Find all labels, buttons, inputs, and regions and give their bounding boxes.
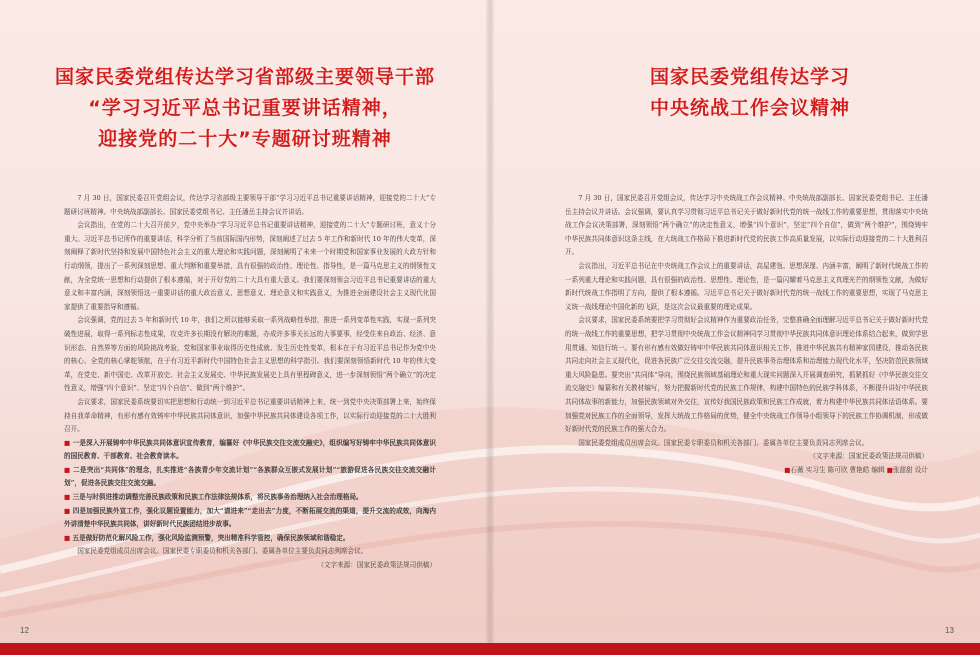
left-list-item-text: 三是与时俱进推动调整完善民族政策和民族工作法律法规体系，将民族事务治理纳入社会治理格局。	[72, 493, 363, 502]
left-closing: 国家民委党组成员出席会议。国家民委专职委员和机关各部门、委属各单位主要负责同志列席会议。	[77, 547, 368, 556]
left-list-item	[64, 437, 436, 464]
right-closing: 国家民委党组成员出席会议。国家民委专职委员和机关各部门、委属各单位主要负责同志列席会议。	[578, 438, 869, 447]
left-list-item	[64, 505, 436, 532]
left-list-item-text: 四是加强民族外宣工作，强化议题设置能力，加大“请进来”“走出去”力度，不断拓展交流的渠道，提升交流的成效，向海内外讲清楚中华民族共同体，讲好新时代民族团结进步故事。	[64, 506, 437, 529]
left-article-body	[64, 192, 436, 573]
right-paragraph: 会议要求，国家民委系统要把学习贯彻好会议精神作为重要政治任务，完整准确全面理解习近平总书记关于做好新时代党的统一战线工作的重要思想，把学习贯彻中央统战工作会议精神同学习贯彻中华民族共同体意识理论体系结合起来，做到学思用贯通、知信行统一。要有形有感有效做好铸牢中华民族共同体意识相关工作，推进中华民族共有精神家园建设，推动各民族共同走向社会主义现代化，促进各民族广泛交往交流交融，提升民族事务治理体系和治理能力现代化水平，坚决防范民族领域重大风险隐患。要突出“共同体”导向，围绕民族领域基础理论和重大现实问题深入开展调查研究，抓紧抓好《中华民族交往交流交融史》编纂和有关教材编写，努力把握新时代党的民族工作规律，构建中国特色的民族学科体系，不断提升讲好中华民族共同体故事的新能力，加强民族领域对外交往，宣传好我国民族政策和民族工作成就，着力构建中华民族共同体话语体系。要加强党对民族工作的全面领导，发挥大统战工作格局的优势，健全中央统战工作领导小组领导下的民族工作协调机制，形成做好新时代党的民族工作的强大合力。	[565, 316, 928, 434]
right-paragraph: 7 月 30 日，国家民委召开党组会议，传达学习中央统战工作会议精神。中央统战部副部长、国家民委党组书记、主任潘岳主持会议并讲话。会议强调，要认真学习贯彻习近平总书记关于做好新时代党的统一战线工作的重要思想，贯彻落实中央统战工作会议决策部署，深刻领悟“两个确立”的决定性意义，增强“四个意识”，坚定“四个自信”，做到“两个维护”，围绕铸牢中华民族共同体意识这条主线，在大统战工作格局下推进新时代党的民族工作高质量发展，以实际行动迎接党的二十大胜利召开。	[565, 194, 928, 257]
credits	[565, 464, 928, 478]
left-paragraph: 7 月 30 日，国家民委召开党组会议，传达学习省部级主要领导干部“学习习近平总书记重要讲话精神，迎接党的二十大”专题研讨班精神。中央统战部副部长、国家民委党组书记、主任潘岳主持会议并讲话。	[64, 194, 436, 216]
page-number-right: 13	[945, 626, 954, 635]
left-title-line-3: 迎接党的二十大”专题研讨班精神	[98, 128, 392, 150]
credit-mark-icon: ■	[784, 465, 791, 474]
left-list-item-text: 一是深入开展铸牢中华民族共同体意识宣传教育，编纂好《中华民族交往交流交融史》，组织编写好铸牢中华民族共同体意识的国民教育、干部教育、社会教育读本。	[64, 438, 437, 461]
left-paragraph: 会议要求，国家民委系统要切实把思想和行动统一到习近平总书记重要讲话精神上来，统一到党中央决策部署上来，始终保持自我革命精神，有形有感有效铸牢中华民族共同体意识，加强中华民族共同体建设各项工作，以实际行动迎接党的二十大胜利召开。	[64, 397, 436, 434]
left-list-item	[64, 491, 436, 505]
bullet-icon: ■	[64, 438, 73, 447]
left-list-item	[64, 532, 436, 546]
left-page-title	[20, 62, 470, 155]
bullet-icon: ■	[64, 506, 73, 515]
left-paragraph: 会议指出，在党的二十大召开前夕，党中央举办“学习习近平总书记重要讲话精神，迎接党的二十大”专题研讨班，意义十分重大。习近平总书记所作的重要讲话，科学分析了当前国际国内形势，深刻阐述了过去 5 年工作和新时代 10 年的伟大变革，深刻阐释了新时代坚持和发展中国特色社会主义的重大理论和实践问题，深刻阐明了未来一个时期党和国家事业发展的大政方针和行动纲领，提出了一系列深刻思想、重大判断和重要举措，具有很强的政治性、理论性、指导性，是一篇马克思主义的纲领性文献，为全党统一思想和行动提供了根本遵循，对于开好党的二十大具有重大意义。我们要深刻领会习近平总书记重要讲话的重大意义和丰富内涵，深刻领悟这一重要讲话的重大政治意义、思想意义、理论意义和实践意义，为推进全面建设社会主义现代化国家提供了重要指导和遵循。	[64, 221, 436, 311]
bullet-icon: ■	[64, 533, 73, 542]
credits-design: 张甜甜 设计	[892, 465, 928, 474]
right-article-body	[565, 192, 928, 477]
left-list-item-text: 五是做好防范化解风险工作，强化风险监测预警，突出精准科学管控，确保民族领域和谐稳定。	[72, 533, 350, 542]
credit-mark-icon: ■	[886, 465, 893, 474]
right-source: （文字来源：国家民委政策法规司供稿）	[809, 452, 928, 461]
left-source: （文字来源：国家民委政策法规司供稿）	[317, 561, 436, 570]
bullet-icon: ■	[64, 493, 73, 502]
credits-editors: 石薇 实习生 陈可欣 曹艳皓 编辑	[790, 465, 885, 474]
right-title-line-1: 国家民委党组传达学习	[649, 66, 850, 88]
bottom-red-bar	[0, 643, 980, 655]
left-title-line-1: 国家民委党组传达学习省部级主要领导干部	[54, 66, 435, 88]
left-list-item	[64, 464, 436, 491]
right-title-line-2: 中央统战工作会议精神	[649, 97, 850, 119]
right-page-title	[600, 62, 900, 124]
page-number-left: 12	[20, 626, 29, 635]
right-paragraph: 会议指出，习近平总书记在中央统战工作会议上的重要讲话，高屋建瓴、思想深邃、内涵丰富，阐明了新时代统战工作的一系列重大理论和实践问题，具有很强的政治性、思想性、理论性，是一篇闪耀着马克思主义真理光芒的纲领性文献，为做好新时代统战工作指明了方向，提供了根本遵循。习近平总书记关于做好新时代党的统一战线工作的重要思想，实现了马克思主义统一战线理论中国化新的飞跃，是这次会议最重要的理论成果。	[565, 261, 928, 311]
left-title-line-2: “学习习近平总书记重要讲话精神，	[88, 97, 402, 119]
left-list-item-text: 二是突出“共同体”的理念，扎实推进“各族青少年交流计划”“各族群众互嵌式发展计划”“旅游促进各民族交往交流交融计划”，促进各民族交往交流交融。	[64, 465, 436, 488]
bullet-icon: ■	[64, 465, 74, 474]
left-paragraph: 会议强调，党的过去 5 年和新时代 10 年，我们之所以能够采取一系列战略性举措，推进一系列变革性实践，实现一系列突破性进展，取得一系列标志性成果，攻克许多长期没有解决的难题，办成许多事关长远的大事要事，经受住来自政治、经济、意识形态、自然界等方面的风险挑战考验，党和国家事业取得历史性成就、发生历史性变革，根本在于有习近平总书记作为党中央的核心、全党的核心掌舵领航，在于有习近平新时代中国特色社会主义思想的科学指引。我们要深刻领悟新时代 10 年的伟大变革，在党史、新中国史、改革开放史、社会主义发展史、中华民族发展史上具有里程碑意义，进一步深刻领悟“两个确立”的决定性意义，增强“四个意识”、坚定“四个自信”、做到“两个维护”。	[64, 316, 436, 393]
